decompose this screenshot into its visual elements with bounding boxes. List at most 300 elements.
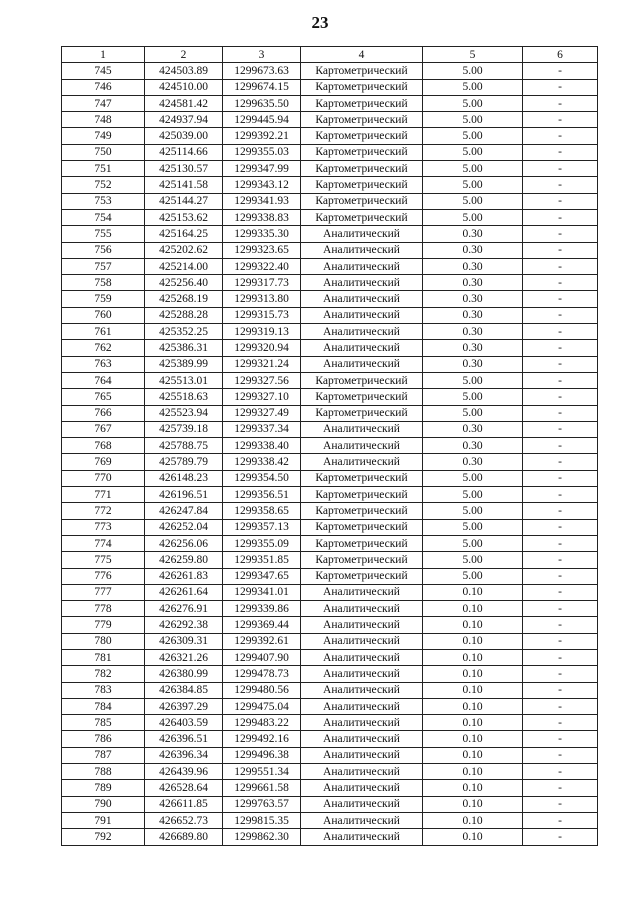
table-row [62,649,598,665]
method-cell: Картометрический [301,144,423,160]
method-cell: Картометрический [301,389,423,405]
point-number-cell: 783 [62,682,145,698]
method-cell: Аналитический [301,275,423,291]
y-coordinate-cell: 1299356.51 [223,487,301,503]
y-coordinate-cell: 1299341.01 [223,584,301,600]
method-cell: Картометрический [301,487,423,503]
y-coordinate-cell: 1299496.38 [223,747,301,763]
y-coordinate-cell: 1299338.83 [223,209,301,225]
table-row [62,764,598,780]
y-coordinate-cell: 1299354.50 [223,470,301,486]
point-number-cell: 760 [62,307,145,323]
table-row [62,258,598,274]
y-coordinate-cell: 1299322.40 [223,258,301,274]
accuracy-cell: 0.10 [423,682,523,698]
table-row [62,291,598,307]
x-coordinate-cell: 426261.64 [145,584,223,600]
y-coordinate-cell: 1299392.21 [223,128,301,144]
method-cell: Картометрический [301,535,423,551]
method-cell: Аналитический [301,291,423,307]
y-coordinate-cell: 1299551.34 [223,764,301,780]
accuracy-cell: 5.00 [423,372,523,388]
table-row [62,519,598,535]
accuracy-cell: 5.00 [423,144,523,160]
method-cell: Аналитический [301,764,423,780]
x-coordinate-cell: 425141.58 [145,177,223,193]
x-coordinate-cell: 426384.85 [145,682,223,698]
note-cell: - [523,161,598,177]
accuracy-cell: 5.00 [423,177,523,193]
accuracy-cell: 0.10 [423,780,523,796]
y-coordinate-cell: 1299335.30 [223,226,301,242]
note-cell: - [523,193,598,209]
note-cell: - [523,764,598,780]
method-cell: Картометрический [301,177,423,193]
x-coordinate-cell: 425268.19 [145,291,223,307]
table-row [62,780,598,796]
method-cell: Аналитический [301,780,423,796]
y-coordinate-cell: 1299338.42 [223,454,301,470]
y-coordinate-cell: 1299358.65 [223,503,301,519]
table-row [62,535,598,551]
method-cell: Картометрический [301,95,423,111]
table-row [62,584,598,600]
note-cell: - [523,666,598,682]
x-coordinate-cell: 425130.57 [145,161,223,177]
x-coordinate-cell: 425739.18 [145,421,223,437]
x-coordinate-cell: 425164.25 [145,226,223,242]
note-cell: - [523,487,598,503]
note-cell: - [523,242,598,258]
accuracy-cell: 0.10 [423,829,523,845]
accuracy-cell: 0.10 [423,617,523,633]
x-coordinate-cell: 425788.75 [145,438,223,454]
table-row [62,275,598,291]
method-cell: Картометрический [301,112,423,128]
y-coordinate-cell: 1299392.61 [223,633,301,649]
method-cell: Картометрический [301,193,423,209]
table-row [62,421,598,437]
table-row [62,796,598,812]
accuracy-cell: 5.00 [423,128,523,144]
method-cell: Аналитический [301,258,423,274]
method-cell: Картометрический [301,79,423,95]
table-row [62,666,598,682]
accuracy-cell: 5.00 [423,63,523,79]
x-coordinate-cell: 426256.06 [145,535,223,551]
x-coordinate-cell: 425389.99 [145,356,223,372]
method-cell: Аналитический [301,633,423,649]
point-number-cell: 748 [62,112,145,128]
point-number-cell: 775 [62,552,145,568]
table-row [62,307,598,323]
accuracy-cell: 0.30 [423,242,523,258]
note-cell: - [523,698,598,714]
accuracy-cell: 0.10 [423,601,523,617]
point-number-cell: 784 [62,698,145,714]
table-row [62,324,598,340]
method-cell: Аналитический [301,242,423,258]
accuracy-cell: 0.10 [423,633,523,649]
accuracy-cell: 5.00 [423,519,523,535]
y-coordinate-cell: 1299343.12 [223,177,301,193]
accuracy-cell: 0.10 [423,698,523,714]
note-cell: - [523,63,598,79]
x-coordinate-cell: 425352.25 [145,324,223,340]
accuracy-cell: 5.00 [423,568,523,584]
accuracy-cell: 0.10 [423,747,523,763]
y-coordinate-cell: 1299339.86 [223,601,301,617]
table-row [62,812,598,828]
method-cell: Аналитический [301,356,423,372]
method-cell: Картометрический [301,161,423,177]
note-cell: - [523,421,598,437]
method-cell: Картометрический [301,503,423,519]
x-coordinate-cell: 425144.27 [145,193,223,209]
method-cell: Аналитический [301,324,423,340]
note-cell: - [523,829,598,845]
table-row [62,79,598,95]
method-cell: Аналитический [301,584,423,600]
accuracy-cell: 0.10 [423,649,523,665]
table-row [62,438,598,454]
x-coordinate-cell: 426259.80 [145,552,223,568]
y-coordinate-cell: 1299815.35 [223,812,301,828]
note-cell: - [523,535,598,551]
point-number-cell: 777 [62,584,145,600]
table-row [62,568,598,584]
point-number-cell: 747 [62,95,145,111]
x-coordinate-cell: 425256.40 [145,275,223,291]
method-cell: Аналитический [301,438,423,454]
table-row [62,128,598,144]
x-coordinate-cell: 425513.01 [145,372,223,388]
note-cell: - [523,95,598,111]
column-header: 6 [523,47,598,63]
accuracy-cell: 0.30 [423,307,523,323]
note-cell: - [523,340,598,356]
accuracy-cell: 0.10 [423,796,523,812]
point-number-cell: 751 [62,161,145,177]
table-row [62,552,598,568]
accuracy-cell: 0.30 [423,438,523,454]
point-number-cell: 776 [62,568,145,584]
method-cell: Аналитический [301,601,423,617]
accuracy-cell: 0.30 [423,226,523,242]
x-coordinate-cell: 425039.00 [145,128,223,144]
note-cell: - [523,112,598,128]
method-cell: Аналитический [301,617,423,633]
note-cell: - [523,291,598,307]
accuracy-cell: 5.00 [423,503,523,519]
point-number-cell: 774 [62,535,145,551]
x-coordinate-cell: 426396.51 [145,731,223,747]
y-coordinate-cell: 1299478.73 [223,666,301,682]
y-coordinate-cell: 1299635.50 [223,95,301,111]
method-cell: Картометрический [301,209,423,225]
table-row [62,193,598,209]
accuracy-cell: 0.30 [423,421,523,437]
column-header: 5 [423,47,523,63]
method-cell: Картометрический [301,63,423,79]
y-coordinate-cell: 1299315.73 [223,307,301,323]
table-row [62,340,598,356]
x-coordinate-cell: 425114.66 [145,144,223,160]
table-row [62,731,598,747]
table-row [62,747,598,763]
note-cell: - [523,780,598,796]
accuracy-cell: 5.00 [423,470,523,486]
note-cell: - [523,128,598,144]
table-row [62,209,598,225]
method-cell: Аналитический [301,796,423,812]
x-coordinate-cell: 425214.00 [145,258,223,274]
column-header: 2 [145,47,223,63]
method-cell: Аналитический [301,731,423,747]
table-row [62,682,598,698]
table-row [62,389,598,405]
accuracy-cell: 0.10 [423,715,523,731]
note-cell: - [523,568,598,584]
note-cell: - [523,584,598,600]
y-coordinate-cell: 1299483.22 [223,715,301,731]
x-coordinate-cell: 426528.64 [145,780,223,796]
x-coordinate-cell: 425518.63 [145,389,223,405]
point-number-cell: 778 [62,601,145,617]
note-cell: - [523,177,598,193]
method-cell: Аналитический [301,340,423,356]
point-number-cell: 755 [62,226,145,242]
note-cell: - [523,796,598,812]
note-cell: - [523,258,598,274]
coordinates-table [61,46,598,846]
table-row [62,454,598,470]
point-number-cell: 757 [62,258,145,274]
y-coordinate-cell: 1299320.94 [223,340,301,356]
point-number-cell: 762 [62,340,145,356]
method-cell: Картометрический [301,568,423,584]
accuracy-cell: 0.30 [423,258,523,274]
y-coordinate-cell: 1299480.56 [223,682,301,698]
x-coordinate-cell: 425153.62 [145,209,223,225]
method-cell: Картометрический [301,552,423,568]
note-cell: - [523,324,598,340]
point-number-cell: 750 [62,144,145,160]
point-number-cell: 782 [62,666,145,682]
table-row [62,503,598,519]
x-coordinate-cell: 426403.59 [145,715,223,731]
accuracy-cell: 0.30 [423,340,523,356]
method-cell: Аналитический [301,307,423,323]
note-cell: - [523,617,598,633]
method-cell: Аналитический [301,747,423,763]
note-cell: - [523,519,598,535]
note-cell: - [523,372,598,388]
column-header: 3 [223,47,301,63]
method-cell: Картометрический [301,405,423,421]
note-cell: - [523,812,598,828]
y-coordinate-cell: 1299347.65 [223,568,301,584]
table-row [62,242,598,258]
method-cell: Аналитический [301,421,423,437]
note-cell: - [523,731,598,747]
x-coordinate-cell: 426689.80 [145,829,223,845]
table-row [62,177,598,193]
y-coordinate-cell: 1299319.13 [223,324,301,340]
y-coordinate-cell: 1299337.34 [223,421,301,437]
point-number-cell: 771 [62,487,145,503]
x-coordinate-cell: 426309.31 [145,633,223,649]
x-coordinate-cell: 426276.91 [145,601,223,617]
accuracy-cell: 0.10 [423,812,523,828]
accuracy-cell: 0.30 [423,291,523,307]
table-row [62,405,598,421]
point-number-cell: 788 [62,764,145,780]
method-cell: Аналитический [301,698,423,714]
point-number-cell: 772 [62,503,145,519]
accuracy-cell: 0.10 [423,764,523,780]
point-number-cell: 767 [62,421,145,437]
table-row [62,95,598,111]
point-number-cell: 790 [62,796,145,812]
point-number-cell: 769 [62,454,145,470]
point-number-cell: 773 [62,519,145,535]
note-cell: - [523,438,598,454]
y-coordinate-cell: 1299407.90 [223,649,301,665]
column-header: 4 [301,47,423,63]
point-number-cell: 781 [62,649,145,665]
note-cell: - [523,747,598,763]
method-cell: Аналитический [301,666,423,682]
point-number-cell: 758 [62,275,145,291]
point-number-cell: 789 [62,780,145,796]
table-row [62,487,598,503]
y-coordinate-cell: 1299763.57 [223,796,301,812]
y-coordinate-cell: 1299317.73 [223,275,301,291]
note-cell: - [523,715,598,731]
table-header-row [62,47,598,63]
point-number-cell: 792 [62,829,145,845]
x-coordinate-cell: 425789.79 [145,454,223,470]
note-cell: - [523,503,598,519]
note-cell: - [523,470,598,486]
method-cell: Аналитический [301,812,423,828]
accuracy-cell: 5.00 [423,209,523,225]
method-cell: Аналитический [301,829,423,845]
x-coordinate-cell: 424510.00 [145,79,223,95]
note-cell: - [523,226,598,242]
accuracy-cell: 0.30 [423,356,523,372]
table-row [62,633,598,649]
table-row [62,144,598,160]
accuracy-cell: 0.10 [423,731,523,747]
point-number-cell: 754 [62,209,145,225]
note-cell: - [523,682,598,698]
x-coordinate-cell: 425202.62 [145,242,223,258]
x-coordinate-cell: 426380.99 [145,666,223,682]
point-number-cell: 746 [62,79,145,95]
method-cell: Картометрический [301,372,423,388]
y-coordinate-cell: 1299321.24 [223,356,301,372]
accuracy-cell: 5.00 [423,193,523,209]
accuracy-cell: 0.10 [423,584,523,600]
x-coordinate-cell: 426252.04 [145,519,223,535]
table-row [62,715,598,731]
point-number-cell: 759 [62,291,145,307]
accuracy-cell: 5.00 [423,389,523,405]
point-number-cell: 785 [62,715,145,731]
accuracy-cell: 0.30 [423,324,523,340]
y-coordinate-cell: 1299327.49 [223,405,301,421]
point-number-cell: 753 [62,193,145,209]
y-coordinate-cell: 1299351.85 [223,552,301,568]
method-cell: Картометрический [301,128,423,144]
note-cell: - [523,79,598,95]
page-number: 23 [311,13,329,32]
note-cell: - [523,552,598,568]
y-coordinate-cell: 1299369.44 [223,617,301,633]
x-coordinate-cell: 424581.42 [145,95,223,111]
y-coordinate-cell: 1299327.10 [223,389,301,405]
table-row [62,617,598,633]
point-number-cell: 756 [62,242,145,258]
y-coordinate-cell: 1299347.99 [223,161,301,177]
point-number-cell: 768 [62,438,145,454]
method-cell: Картометрический [301,470,423,486]
x-coordinate-cell: 424937.94 [145,112,223,128]
x-coordinate-cell: 426397.29 [145,698,223,714]
note-cell: - [523,209,598,225]
method-cell: Аналитический [301,226,423,242]
y-coordinate-cell: 1299475.04 [223,698,301,714]
x-coordinate-cell: 426439.96 [145,764,223,780]
x-coordinate-cell: 426196.51 [145,487,223,503]
note-cell: - [523,601,598,617]
accuracy-cell: 5.00 [423,487,523,503]
x-coordinate-cell: 426321.26 [145,649,223,665]
x-coordinate-cell: 426396.34 [145,747,223,763]
accuracy-cell: 5.00 [423,79,523,95]
table-row [62,63,598,79]
table-body [62,63,598,845]
note-cell: - [523,633,598,649]
y-coordinate-cell: 1299341.93 [223,193,301,209]
table-row [62,829,598,845]
column-header: 1 [62,47,145,63]
note-cell: - [523,307,598,323]
x-coordinate-cell: 426292.38 [145,617,223,633]
method-cell: Аналитический [301,715,423,731]
point-number-cell: 745 [62,63,145,79]
point-number-cell: 752 [62,177,145,193]
accuracy-cell: 5.00 [423,552,523,568]
point-number-cell: 770 [62,470,145,486]
method-cell: Картометрический [301,519,423,535]
x-coordinate-cell: 426611.85 [145,796,223,812]
y-coordinate-cell: 1299661.58 [223,780,301,796]
note-cell: - [523,405,598,421]
table-row [62,161,598,177]
point-number-cell: 791 [62,812,145,828]
x-coordinate-cell: 426261.83 [145,568,223,584]
table-row [62,470,598,486]
method-cell: Аналитический [301,649,423,665]
x-coordinate-cell: 426652.73 [145,812,223,828]
table-row [62,356,598,372]
y-coordinate-cell: 1299327.56 [223,372,301,388]
x-coordinate-cell: 425523.94 [145,405,223,421]
point-number-cell: 779 [62,617,145,633]
